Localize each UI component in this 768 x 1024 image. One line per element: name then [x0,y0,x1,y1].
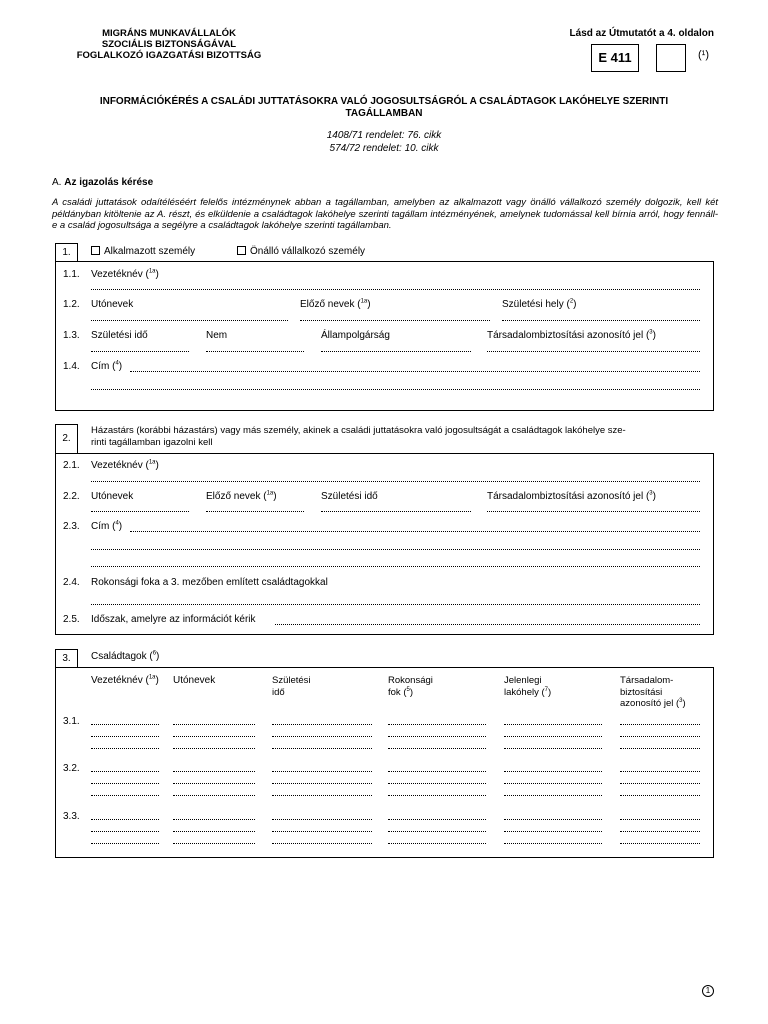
family-field[interactable] [91,736,159,737]
label-spouse-address: Cím ($^4$) [91,520,123,532]
col-ssn: Társadalom- biztosítási azonosító jel ($^3$) [620,675,686,709]
section-a-intro: A családi juttatások odaítéléséért felelős intézménynek abban a tagállamban, amelyben az alkalmazott vagy önálló vállalkozó személy dolgozik, kell két példányban kitöltenie az A. részt, és elküldenie a családtagok lakóhelye szerinti tagállam intézményének, amelynek tudomással kell bírnia arról, hogy fennáll-e a család jogosultsága a segélyre a családtagok lakóhelye szerinti tagállamban. [52,197,718,232]
field-spouse-surname[interactable] [91,481,700,482]
field-birthdate[interactable] [91,351,189,352]
family-field[interactable] [91,783,159,784]
family-field[interactable] [620,748,700,749]
label-spouse-ssn: Társadalombiztosítási azonosító jel ($^3$) [487,490,656,502]
family-field[interactable] [272,795,372,796]
label-birthplace: Születési hely ($^2$) [502,298,577,310]
field-previous-names[interactable] [300,320,490,321]
family-field[interactable] [388,831,486,832]
family-field[interactable] [620,819,700,820]
family-field[interactable] [173,783,255,784]
field-ssn[interactable] [487,351,700,352]
family-field[interactable] [173,748,255,749]
family-field[interactable] [504,795,602,796]
family-field[interactable] [91,795,159,796]
page-number: 1 [702,985,714,997]
family-field[interactable] [272,843,372,844]
family-field[interactable] [388,795,486,796]
field-sex[interactable] [206,351,304,352]
family-field[interactable] [272,748,372,749]
col-residence: Jelenlegi lakóhely ($^7$) [504,675,552,698]
label-relationship: Rokonsági foka a 3. mezőben említett családtagokkal [91,577,328,588]
row-number: 1.3. [63,330,80,341]
org-line-3: FOGLALKOZÓ IGAZGATÁSI BIZOTTSÁG [76,50,262,61]
family-field[interactable] [388,748,486,749]
row-number: 2.5. [63,614,80,625]
org-line-1: MIGRÁNS MUNKAVÁLLALÓK [102,28,236,39]
option-self-employed[interactable]: Önálló vállalkozó személy [237,246,365,257]
field-spouse-ssn[interactable] [487,511,700,512]
issuing-authority [40,28,298,61]
family-field[interactable] [504,819,602,820]
title-line-1: INFORMÁCIÓKÉRÉS A CSALÁDI JUTTATÁSOKRA VALÓ JOGOSULTSÁGRÓL A CSALÁDTAGOK LAKÓHELYE SZERINTI [99,96,669,107]
col-relationship: Rokonsági fok ($^5$) [388,675,433,698]
family-field[interactable] [620,843,700,844]
box-3-heading: Családtagok ($^6$) [91,650,160,662]
family-field[interactable] [272,819,372,820]
family-field[interactable] [173,843,255,844]
family-field[interactable] [91,819,159,820]
footnote-ref: (¹) [698,49,709,61]
family-field[interactable] [272,771,372,772]
family-field[interactable] [504,736,602,737]
field-spouse-previous-names[interactable] [206,511,304,512]
family-field[interactable] [91,843,159,844]
family-field[interactable] [620,724,700,725]
family-field[interactable] [388,843,486,844]
label-spouse-first-names: Utónevek [91,491,134,502]
family-field[interactable] [620,783,700,784]
field-birthplace[interactable] [502,320,700,321]
family-field[interactable] [91,771,159,772]
regulation-2: 574/72 rendelet: 10. cikk [329,143,439,154]
label-previous-names: Előző nevek ($^{1a}$) [300,298,371,310]
box-2-heading: Házastárs (korábbi házastárs) vagy más személy, akinek a családi juttatásokra való jogosultságát a családtagok lakóhelye sze- rinti tagállamban igazolni kell [91,425,626,448]
label-spouse-surname: Vezetéknév ($^{1a}$) [91,459,159,471]
family-field[interactable] [173,736,255,737]
box-1-number: 1. [55,243,78,262]
family-field[interactable] [272,724,372,725]
family-row-number: 3.1. [63,716,80,727]
org-line-2: SZOCIÁLIS BIZTONSÁGÁVAL [101,39,237,50]
label-birthdate: Születési idő [91,330,148,341]
family-field[interactable] [91,748,159,749]
family-field[interactable] [388,783,486,784]
box-3-number: 3. [55,649,78,668]
row-number: 1.2. [63,299,80,310]
col-first-names: Utónevek [173,675,216,686]
row-number: 2.4. [63,577,80,588]
field-period[interactable] [275,624,700,625]
title-line-2: TAGÁLLAMBAN [345,108,423,119]
row-number: 1.4. [63,361,80,372]
family-row-number: 3.3. [63,811,80,822]
family-field[interactable] [388,771,486,772]
family-field[interactable] [91,831,159,832]
section-a-heading: A. Az igazolás kérése [52,177,154,188]
family-field[interactable] [173,819,255,820]
label-citizenship: Állampolgárság [321,330,390,341]
checkbox-self-employed[interactable] [237,246,246,255]
col-birthdate: Születési idő [272,675,311,698]
family-field[interactable] [504,724,602,725]
field-address-2[interactable] [91,389,700,390]
row-number: 2.1. [63,460,80,471]
field-relationship[interactable] [91,604,700,605]
family-field[interactable] [272,831,372,832]
family-field[interactable] [620,736,700,737]
box-2-number: 2. [55,424,78,454]
form-code: E 411 [591,44,639,72]
family-field[interactable] [620,831,700,832]
family-field[interactable] [272,736,372,737]
regulation-refs [50,129,718,155]
row-number: 1.1. [63,269,80,280]
label-first-names: Utónevek [91,299,134,310]
family-field[interactable] [620,771,700,772]
label-surname: Vezetéknév ($^{1a}$) [91,268,159,280]
family-field[interactable] [388,724,486,725]
field-citizenship[interactable] [321,351,471,352]
form-variant-box[interactable] [656,44,686,72]
field-spouse-birthdate[interactable] [321,511,471,512]
field-address-1[interactable] [130,371,700,372]
field-surname[interactable] [91,289,700,290]
family-field[interactable] [173,771,255,772]
option-employee[interactable]: Alkalmazott személy [91,246,195,257]
box-3 [55,667,714,858]
family-field[interactable] [173,724,255,725]
label-sex: Nem [206,330,228,341]
col-surname: Vezetéknév ($^{1a}$) [91,674,159,686]
regulation-1: 1408/71 rendelet: 76. cikk [326,130,442,141]
label-period: Időszak, amelyre az információt kérik [91,614,256,625]
checkbox-employee[interactable] [91,246,100,255]
page-title [50,96,718,120]
field-spouse-first-names[interactable] [91,511,189,512]
row-number: 2.2. [63,491,80,502]
family-row-number: 3.2. [63,763,80,774]
family-field[interactable] [272,783,372,784]
field-first-names[interactable] [91,320,288,321]
label-ssn: Társadalombiztosítási azonosító jel ($^3$) [487,329,656,341]
family-field[interactable] [504,831,602,832]
family-field[interactable] [173,795,255,796]
family-field[interactable] [173,831,255,832]
family-field[interactable] [504,748,602,749]
field-spouse-address-2[interactable] [91,549,700,550]
family-field[interactable] [388,736,486,737]
label-spouse-birthdate: Születési idő [321,491,378,502]
family-field[interactable] [504,843,602,844]
row-number: 2.3. [63,521,80,532]
family-field[interactable] [91,724,159,725]
family-field[interactable] [388,819,486,820]
family-field[interactable] [620,795,700,796]
family-field[interactable] [504,771,602,772]
field-spouse-address-1[interactable] [130,531,700,532]
label-address: Cím ($^4$) [91,360,123,372]
family-field[interactable] [504,783,602,784]
see-guide-note: Lásd az Útmutatót a 4. oldalon [569,28,714,39]
label-spouse-previous-names: Előző nevek ($^{1a}$) [206,490,277,502]
field-spouse-address-3[interactable] [91,566,700,567]
